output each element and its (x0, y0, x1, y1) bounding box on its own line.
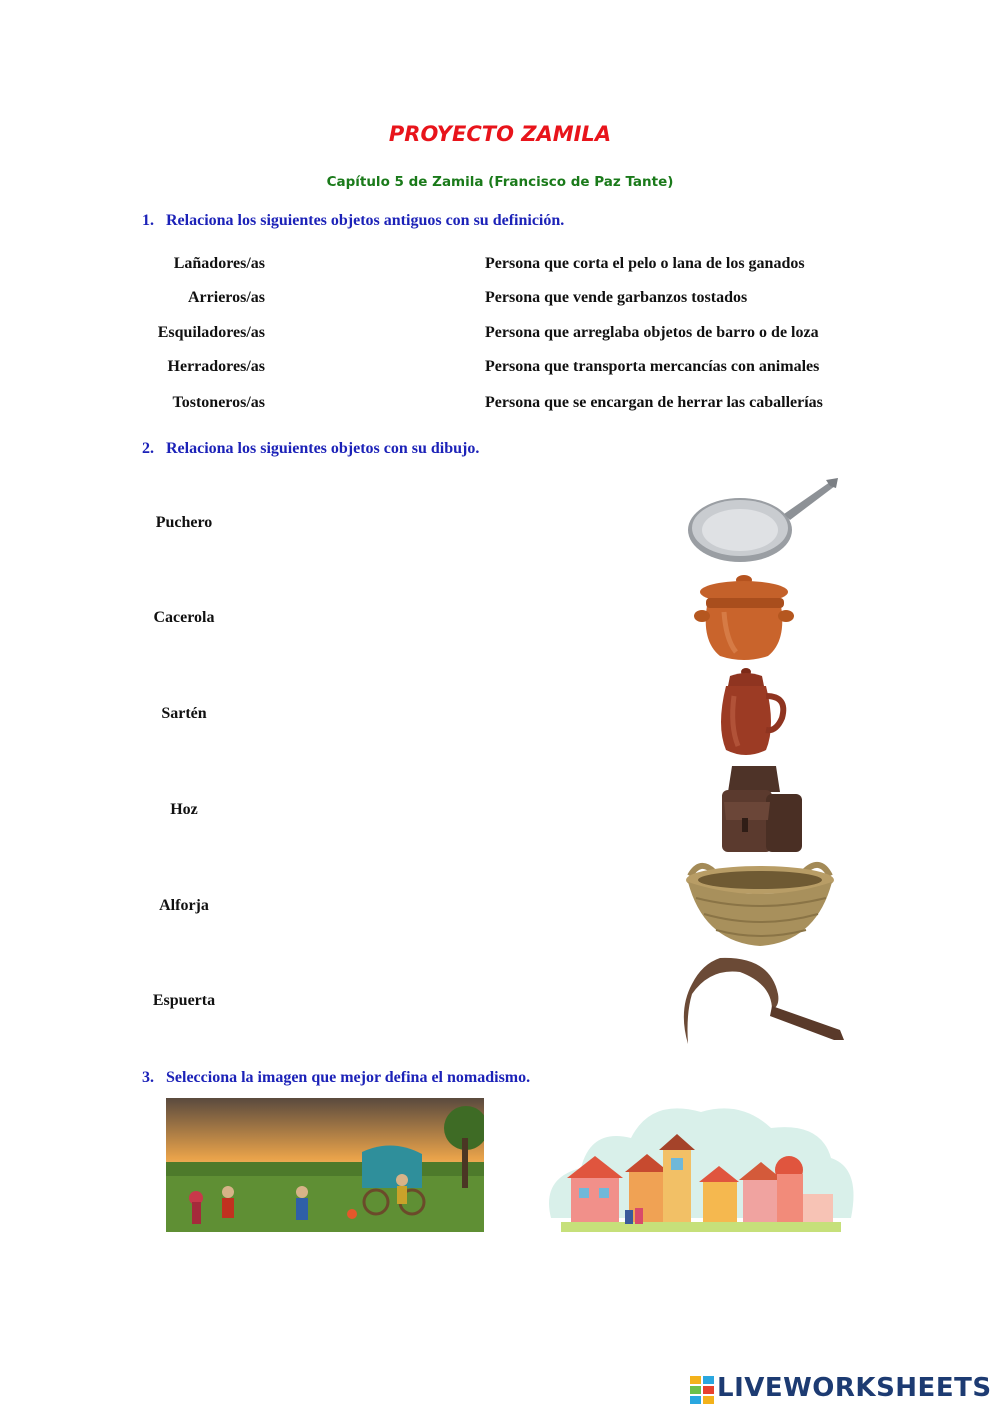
object-label[interactable]: Espuerta (152, 992, 216, 1009)
term-item[interactable]: Herradores/as (167, 358, 265, 375)
question-3 (142, 1069, 530, 1087)
chapter-subtitle: Capítulo 5 de Zamila (Francisco de Paz Tante) (326, 174, 674, 190)
question-2 (142, 440, 479, 458)
definition-item[interactable]: Persona que arreglaba objetos de barro o de loza (485, 324, 819, 341)
term-item[interactable]: Lañadores/as (173, 255, 265, 272)
clay-jug-image[interactable] (680, 666, 850, 760)
question-text: Relaciona los siguientes objetos con su dibujo. (166, 440, 480, 457)
liveworksheets-logo-icon (690, 1376, 714, 1404)
question-number: 1. (142, 212, 154, 229)
term-item[interactable]: Arrieros/as (187, 289, 265, 306)
object-label[interactable]: Cacerola (153, 609, 215, 626)
frying-pan-image[interactable] (680, 474, 850, 568)
question-number: 2. (142, 440, 154, 457)
object-label[interactable]: Puchero (155, 514, 213, 531)
brand-logo-text: LIVEWORKSHEETS (717, 1373, 992, 1403)
definition-item[interactable]: Persona que vende garbanzos tostados (485, 289, 748, 306)
object-label[interactable]: Hoz (170, 801, 198, 818)
object-label[interactable]: Alforja (159, 897, 209, 914)
sickle-image[interactable] (680, 954, 850, 1048)
saddlebag-image[interactable] (680, 762, 850, 856)
question-text: Relaciona los siguientes objetos antiguos con su definición. (166, 212, 565, 229)
object-label[interactable]: Sartén (161, 705, 207, 722)
definition-item[interactable]: Persona que corta el pelo o lana de los ganados (485, 255, 805, 272)
question-number: 3. (142, 1069, 154, 1086)
clay-pot-image[interactable] (680, 570, 850, 664)
woven-basket-image[interactable] (680, 858, 850, 952)
term-item[interactable]: Tostoneros/as (172, 394, 265, 411)
question-1 (142, 212, 564, 230)
nomad-caravan-image[interactable] (166, 1098, 484, 1232)
village-houses-image[interactable] (541, 1098, 857, 1234)
page-title: PROYECTO ZAMILA (388, 122, 612, 146)
definition-item[interactable]: Persona que se encargan de herrar las caballerías (485, 394, 823, 411)
term-item[interactable]: Esquiladores/as (157, 324, 265, 341)
question-text: Selecciona la imagen que mejor defina el nomadismo. (166, 1069, 531, 1086)
definition-item[interactable]: Persona que transporta mercancías con animales (485, 358, 820, 375)
